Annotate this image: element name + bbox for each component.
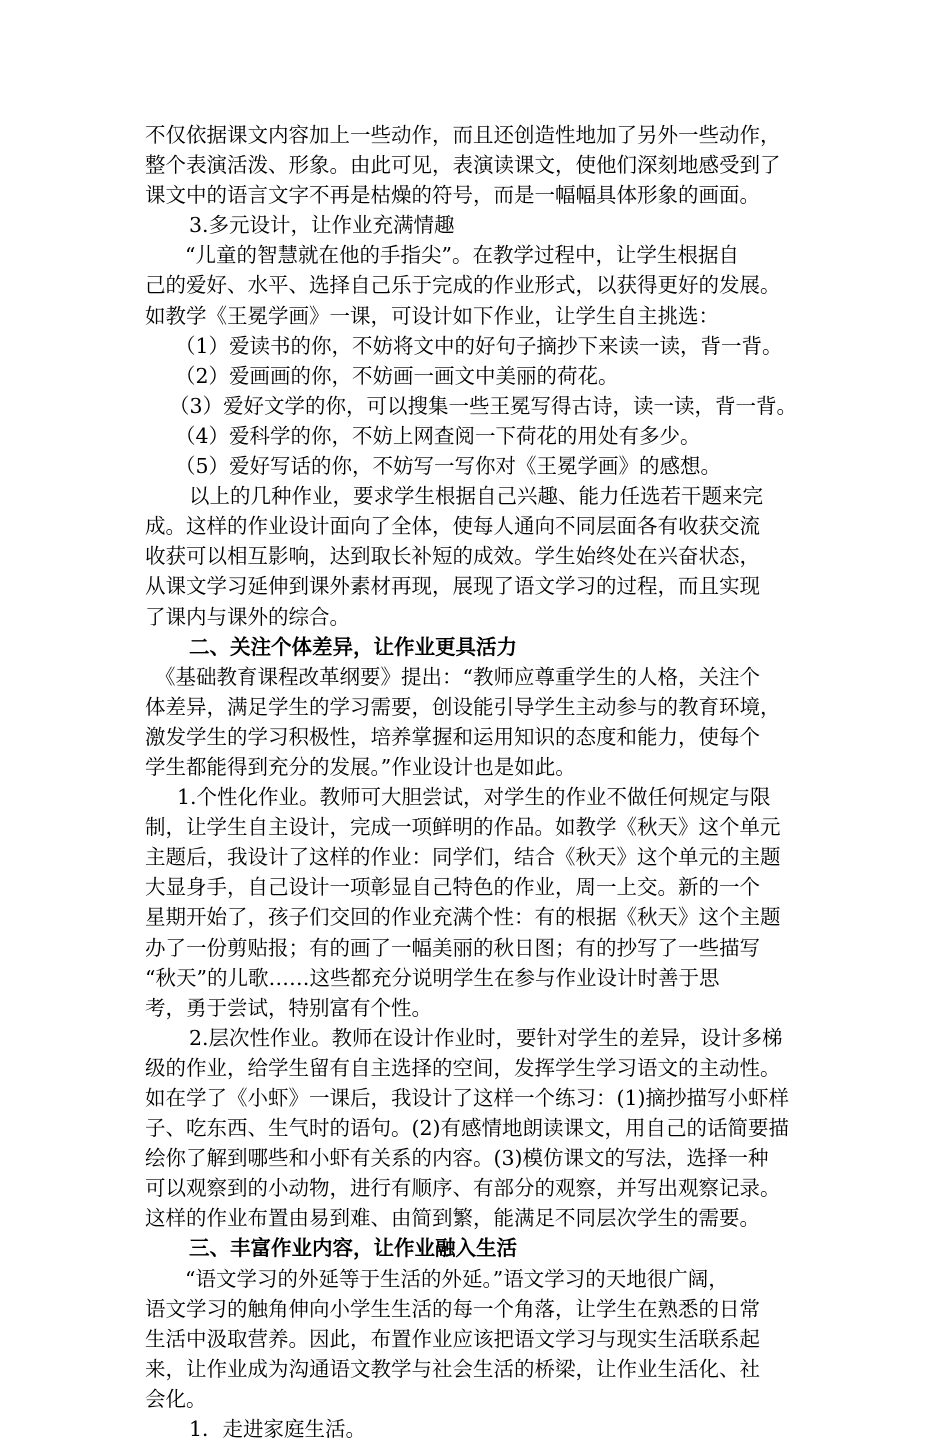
text-line: （1）爱读书的你，不妨将文中的好句子摘抄下来读一读，背一背。 [175,333,783,358]
text-line: 不仅依据课文内容加上一些动作，而且还创造性地加了另外一些动作， [145,123,781,147]
text-line: 办了一份剪贴报；有的画了一幅美丽的秋日图；有的抄写了一些描写 [145,935,760,960]
text-line: 语文学习的触角伸向小学生生活的每一个角落，让学生在熟悉的日常 [145,1296,760,1321]
text-line: 如在学了《小虾》一课后，我设计了这样一个练习：(1)摘抄描写小虾样 [145,1086,790,1110]
text-line: 星期开始了，孩子们交回的作业充满个性：有的根据《秋天》这个主题 [145,905,781,930]
text-line: “儿童的智慧就在他的手指尖”。在教学过程中，让学生根据自 [185,243,739,268]
text-line: “秋天”的儿歌……这些都充分说明学生在参与作业设计时善于思 [145,965,720,990]
text-line: 激发学生的学习积极性，培养掌握和运用知识的态度和能力，使每个 [145,724,760,749]
section-heading: 二、关注个体差异，让作业更具活力 [189,634,517,659]
text-line: 2.层次性作业。教师在设计作业时，要针对学生的差异，设计多梯 [189,1025,783,1050]
section-heading: 三、丰富作业内容，让作业融入生活 [189,1236,517,1261]
text-line: 体差异，满足学生的学习需要，创设能引导学生主动参与的教育环境， [145,694,781,719]
text-line: 收获可以相互影响，达到取长补短的成效。学生始终处在兴奋状态， [145,544,760,569]
text-line: 学生都能得到充分的发展。”作业设计也是如此。 [145,754,576,779]
text-line: 《基础教育课程改革纲要》提出：“教师应尊重学生的人格，关注个 [155,664,760,689]
text-line: 整个表演活泼、形象。由此可见，表演读课文，使他们深刻地感受到了 [145,153,781,178]
text-line: 绘你了解到哪些和小虾有关系的内容。(3)模仿课文的写法，选择一种 [145,1146,769,1171]
text-line: 子、吃东西、生气时的语句。(2)有感情地朗读课文，用自己的话简要描 [145,1116,790,1141]
text-line: 了课内与课外的综合。 [145,604,350,629]
text-line: 课文中的语言文字不再是枯燥的符号，而是一幅幅具体形象的画面。 [145,183,760,208]
text-line: 大显身手，自己设计一项彰显自己特色的作业，周一上交。新的一个 [145,875,760,900]
text-line: 3.多元设计，让作业充满情趣 [189,213,455,238]
text-line: （4）爱科学的你，不妨上网查阅一下荷花的用处有多少。 [175,423,701,448]
text-line: （3）爱好文学的你，可以搜集一些王冕写得古诗，读一读，背一背。 [169,393,798,418]
text-line: 生活中汲取营养。因此，布置作业应该把语文学习与现实生活联系起 [145,1326,760,1351]
text-line: 以上的几种作业，要求学生根据自己兴趣、能力任选若干题来完 [189,484,763,509]
text-line: 可以观察到的小动物，进行有顺序、有部分的观察，并写出观察记录。 [145,1176,781,1201]
text-line: 考，勇于尝试，特别富有个性。 [145,995,432,1020]
text-line: 级的作业，给学生留有自主选择的空间，发挥学生学习语文的主动性。 [145,1055,781,1080]
text-line: 如教学《王冕学画》一课，可设计如下作业，让学生自主挑选： [145,303,719,328]
text-line: 来，让作业成为沟通语文教学与社会生活的桥梁，让作业生活化、社 [145,1356,760,1381]
text-line: 1.个性化作业。教师可大胆尝试，对学生的作业不做任何规定与限 [177,785,771,810]
text-line: 己的爱好、水平、选择自己乐于完成的作业形式，以获得更好的发展。 [145,273,781,298]
text-line: 这样的作业布置由易到难、由简到繁，能满足不同层次学生的需要。 [145,1206,760,1231]
text-line: 1．走进家庭生活。 [189,1417,367,1442]
text-line: “语文学习的外延等于生活的外延。”语文学习的天地很广阔， [185,1266,729,1291]
text-line: （5）爱好写话的你，不妨写一写你对《王冕学画》的感想。 [175,454,722,479]
document-page [145,120,821,1444]
text-line: 主题后，我设计了这样的作业：同学们，结合《秋天》这个单元的主题 [145,845,781,870]
text-line: 从课文学习延伸到课外素材再现，展现了语文学习的过程，而且实现 [145,574,760,599]
text-line: 会化。 [145,1386,207,1411]
text-line: 制，让学生自主设计，完成一项鲜明的作品。如教学《秋天》这个单元 [145,815,781,840]
text-line: （2）爱画画的你，不妨画一画文中美丽的荷花。 [175,363,619,388]
text-line: 成。这样的作业设计面向了全体，使每人通向不同层面各有收获交流 [145,514,760,539]
